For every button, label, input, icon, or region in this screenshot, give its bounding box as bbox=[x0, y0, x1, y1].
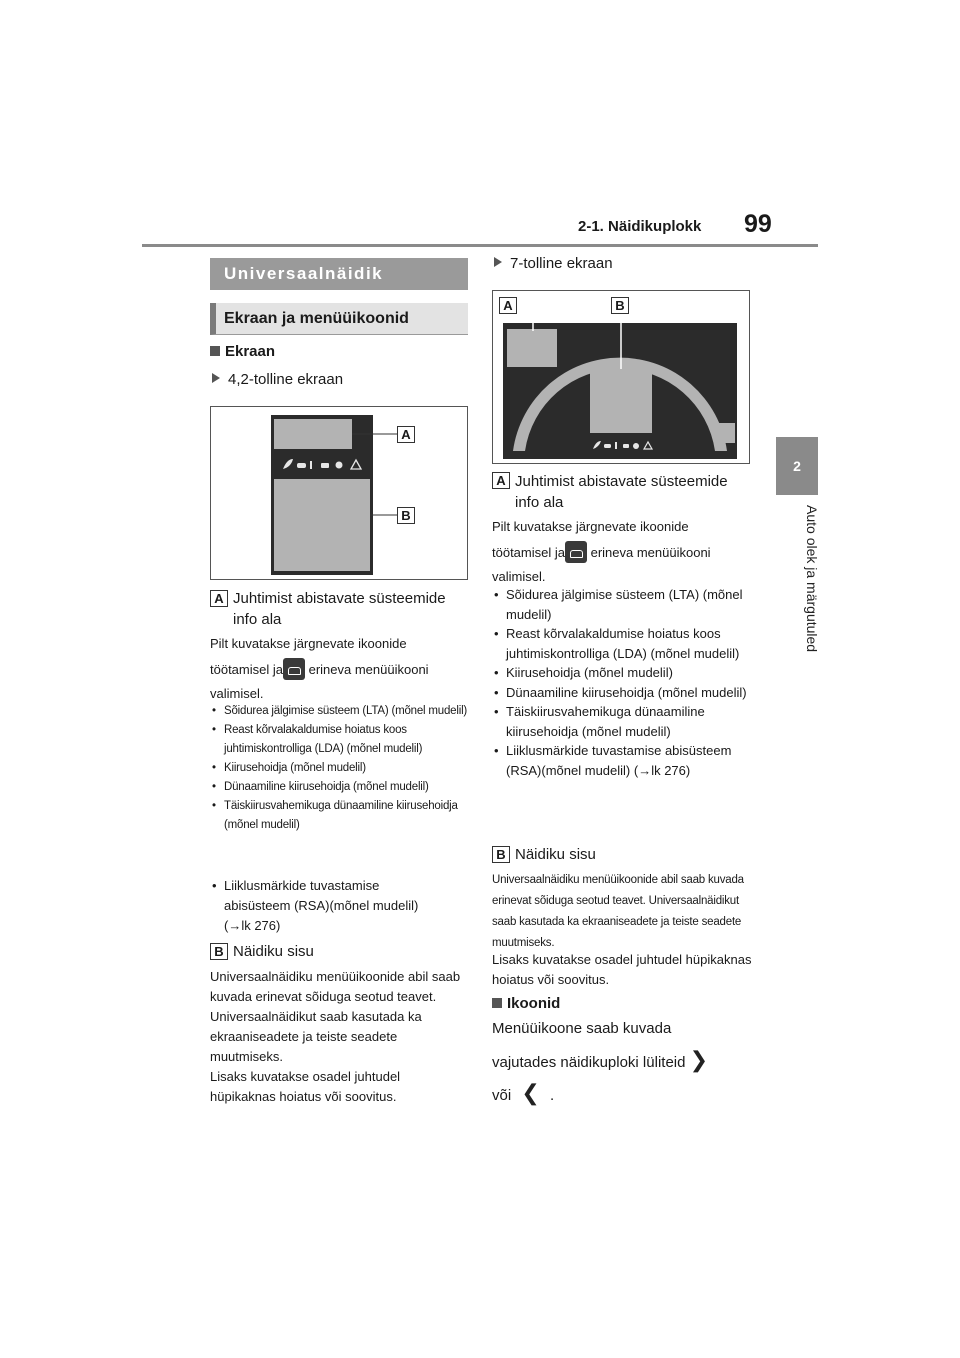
callout-a: A bbox=[397, 426, 415, 443]
list-item: • Täiskiirusvahemikuga dünaamiline kiirusehoidja (mõnel mudelil) bbox=[210, 797, 468, 835]
list-item: • Kiirusehoidja (mõnel mudelil) bbox=[492, 663, 754, 683]
figure-42-inch-display bbox=[210, 406, 468, 580]
item-a-title: Juhtimist abistavate süsteemide info ala bbox=[515, 473, 728, 511]
square-bullet-icon bbox=[492, 998, 502, 1008]
item-a-marker: A bbox=[210, 590, 228, 607]
subsection-heading-box: Ekraan ja menüüikoonid bbox=[210, 303, 468, 335]
section-title: 2-1. Näidikuplokk bbox=[578, 218, 702, 235]
list-item: • Reast kõrvalakaldumise hoiatus koos juhtimiskontrolliga (LDA) (mõnel mudelil) bbox=[492, 624, 754, 663]
section-heading-box: Universaalnäidik bbox=[210, 258, 468, 290]
screen-7-heading: 7-tolline ekraan bbox=[494, 255, 613, 272]
item-a-description: Pilt kuvatakse järgnevate ikoonide töötamisel ja erineva menüüikooni valimisel. bbox=[492, 519, 711, 584]
driving-assist-icon bbox=[565, 541, 587, 563]
chapter-label: Auto olek ja märgutuled bbox=[804, 505, 820, 653]
driving-assist-icon bbox=[283, 658, 305, 680]
list-item: • Kiirusehoidja (mõnel mudelil) bbox=[210, 759, 468, 778]
item-b-marker: B bbox=[492, 846, 510, 863]
display-7-illustration bbox=[493, 291, 749, 463]
item-a-title: Juhtimist abistavate süsteemide info ala bbox=[233, 590, 446, 628]
square-bullet-icon bbox=[210, 346, 220, 356]
list-item: • Dünaamiline kiirusehoidja (mõnel mudelil) bbox=[492, 683, 754, 703]
item-b-marker: B bbox=[210, 943, 228, 960]
icons-text-line-1: Menüüikoone saab kuvada bbox=[492, 1020, 672, 1037]
icons-text-line-2: vajutades näidikuploki lüliteid ❯ bbox=[492, 1047, 709, 1072]
figure-7-inch-display bbox=[492, 290, 750, 464]
list-item: • Dünaamiline kiirusehoidja (mõnel mudelil) bbox=[210, 778, 468, 797]
item-b-description-2: Lisaks kuvatakse osadel juhtudel hüpikaknas hoiatus või soovitus. bbox=[492, 952, 752, 987]
page-number: 99 bbox=[744, 210, 772, 238]
callout-b: B bbox=[611, 297, 629, 314]
icons-text-line-3: või ❮ . bbox=[492, 1080, 555, 1105]
feature-list-small bbox=[210, 702, 468, 835]
page-reference-link[interactable]: (→lk 276) bbox=[224, 918, 281, 933]
chevron-left-icon[interactable]: ❮ bbox=[521, 1080, 540, 1105]
item-b-description-2: Lisaks kuvatakse osadel juhtudel hüpikaknas hoiatus või soovitus. bbox=[210, 1069, 401, 1104]
list-item: • Sõidurea jälgimise süsteem (LTA) (mõnel mudelil) bbox=[492, 585, 754, 624]
chevron-right-icon[interactable]: ❯ bbox=[689, 1047, 709, 1072]
callout-b: B bbox=[397, 507, 415, 524]
display-42-illustration bbox=[211, 407, 467, 579]
list-item: • Täiskiirusvahemikuga dünaamiline kiirusehoidja (mõnel mudelil) bbox=[492, 702, 754, 741]
icons-heading: Ikoonid bbox=[492, 995, 560, 1012]
feature-list-rsa bbox=[210, 876, 468, 936]
item-a-description: Pilt kuvatakse järgnevate ikoonide töötamisel ja erineva menüüikooni valimisel. bbox=[210, 636, 429, 701]
list-item: • Sõidurea jälgimise süsteem (LTA) (mõnel mudelil) bbox=[210, 702, 468, 721]
list-item: • Liiklusmärkide tuvastamise abisüsteem (RSA)(mõnel mudelil) (→lk 276) bbox=[210, 876, 468, 936]
screen-42-heading: 4,2-tolline ekraan bbox=[212, 371, 343, 388]
callout-a: A bbox=[499, 297, 517, 314]
feature-list bbox=[492, 585, 754, 780]
triangle-bullet-icon bbox=[212, 373, 220, 383]
item-b-description: Universaalnäidiku menüüikoonide abil saab kuvada erinevat sõiduga seotud teavet. Universaalnäidikut saab kasutada ka ekraaniseadete ja teiste seadete muutmiseks. bbox=[492, 874, 744, 949]
list-item: • Reast kõrvalakaldumise hoiatus koos juhtimiskontrolliga (LDA) (mõnel mudelil) bbox=[210, 721, 468, 759]
header-rule bbox=[142, 244, 818, 247]
item-b-description: Universaalnäidiku menüüikoonide abil saab kuvada erinevat sõiduga seotud teavet. Universaalnäidikut saab kasutada ka ekraaniseadete ja teiste seadete muutmiseks. bbox=[210, 969, 461, 1064]
triangle-bullet-icon bbox=[494, 257, 502, 267]
screen-heading: Ekraan bbox=[210, 343, 275, 360]
item-b-title: Näidiku sisu bbox=[515, 846, 596, 863]
item-a-marker: A bbox=[492, 472, 510, 489]
chapter-tab[interactable]: 2 bbox=[776, 437, 818, 495]
item-b-title: Näidiku sisu bbox=[233, 943, 314, 960]
list-item: • Liiklusmärkide tuvastamise abisüsteem (RSA)(mõnel mudelil) (→lk 276) bbox=[492, 741, 754, 780]
